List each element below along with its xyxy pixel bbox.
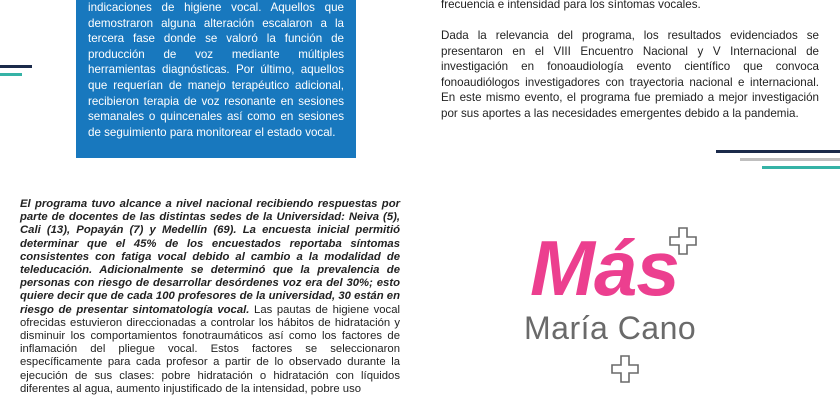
article-emphasis-text: El programa tuvo alcance a nivel nacional recibiendo respuestas por parte de docentes de las distintas sedes de la Universidad: Neiva (5), Cali (13), Popayán (7) y Medellín (69). La encuesta inicial permitió determinar que el 45% de los encuestados reportaba síntomas consistentes con fatiga vocal debido al cambio a la modalidad de teleducación. Adicionalmente se determinó que la prevalencia de personas con riesgo de desarrollar desórdenes voz era del 30%; esto quiere decir que de cada 100 profesores de la universidad, 30 están en riesgo de presentar sintomatología vocal. [20, 198, 400, 316]
bottom-left-article [20, 198, 400, 396]
right-text-top-line: frecuencia e intensidad para los síntomas vocales. [441, 0, 701, 11]
plus-icon-bottom [610, 354, 640, 384]
decor-line-gray-right [740, 158, 840, 161]
right-text-paragraph: Dada la relevancia del programa, los resultados evidenciados se presentaron en el VIII Encuentro Nacional y V Internacional de investigación en fonoaudiología evento científico que convoca fonoaudiólogos investigadores con trayectoria nacional e internacional. En este mismo evento, el programa fue premiado a mejor investigación por sus aportes a las necesidades emergentes debido a la pandemia. [441, 29, 819, 120]
decor-line-teal-top-left [0, 73, 22, 76]
article-body-text: Las pautas de higiene vocal ofrecidas estuvieron direccionadas a controlar los hábitos de hidratación y disminuir los comportamientos fonotraumáticos así como los factores de inflamación del pliegue vocal. Estos factores se seleccionaron específicamente para cada profesor a partir de lo observado durante la ejecución de sus clases: pobre hidratación o hidratación con líquidos diferentes al agua, aumento injustificado de la intensidad, pobre uso [20, 303, 400, 395]
decor-line-teal-right [762, 166, 840, 169]
decor-line-navy-right [716, 150, 840, 153]
blue-info-box [76, 0, 356, 158]
blue-box-text: indicaciones de higiene vocal. Aquellos que demostraron alguna alteración escalaron a la tercera fase donde se valoró la función de producción de voz mediante múltiples herramientas diagnósticas. Por último, aquellos que requerían de manejo terapéutico adicional, recibieron terapia de voz resonante en sesiones semanales o quincenales así como en sesiones de seguimiento para monitorear el estado vocal. [88, 1, 344, 139]
decor-line-navy-top-left [0, 65, 32, 68]
logo-word-mas: Más [530, 224, 679, 312]
logo-word-maria-cano: María Cano [524, 310, 697, 346]
